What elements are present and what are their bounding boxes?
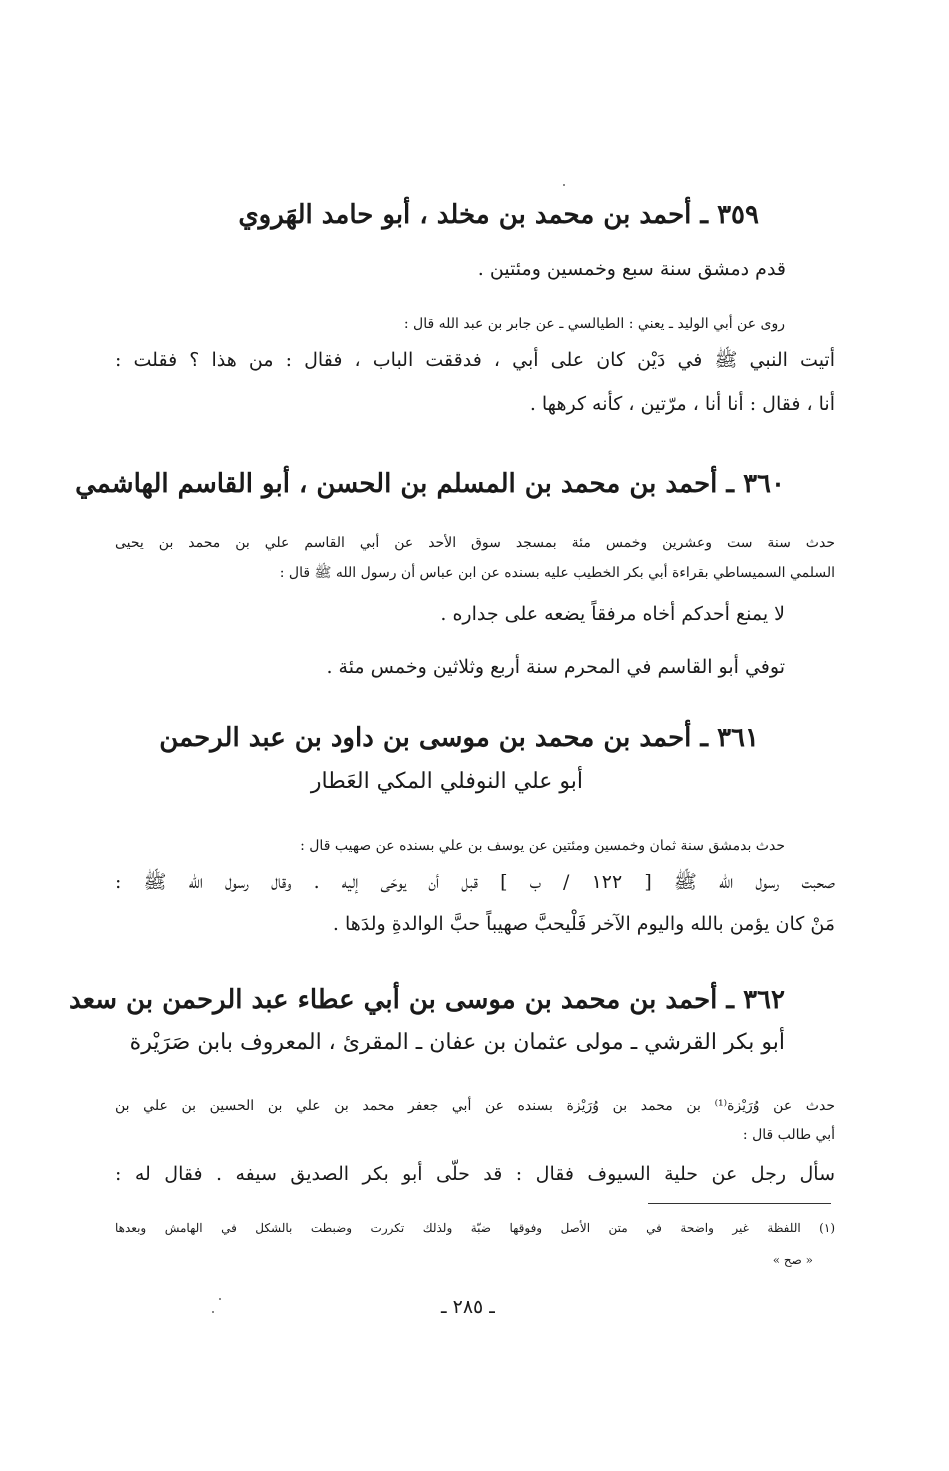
scan-speck <box>563 184 565 186</box>
footnote-line-2: « صح » <box>772 1253 813 1267</box>
entry-359-heading: ٣٥٩ ـ أحمد بن محمد بن مخلد ، أبو حامد الهَروي <box>238 200 759 230</box>
entry-359-line-2: روى عن أبي الوليد ـ يعني : الطيالسي ـ عن جابر بن عبد الله قال : <box>403 316 785 332</box>
scan-speck <box>212 1311 214 1313</box>
entry-361-line-1: حدث بدمشق سنة ثمان وخمسين ومئتين عن يوسف بن علي بسنده عن صهيب قال : <box>300 838 785 854</box>
entry-362-heading: ٣٦٢ ـ أحمد بن محمد بن موسى بن أبي عطاء عبد الرحمن بن سعد <box>69 985 785 1015</box>
entry-361-heading: ٣٦١ ـ أحمد بن محمد بن موسى بن داود بن عبد الرحمن <box>159 723 759 753</box>
scan-speck <box>219 1298 221 1300</box>
entry-361-subheading: أبو علي النوفلي المكي العَطار <box>310 769 583 794</box>
entry-360-line-2: السلمي السميساطي بقراءة أبي بكر الخطيب عليه بسنده عن ابن عباس أن رسول الله ﷺ قال : <box>279 565 835 581</box>
entry-360-line-1: حدث سنة ست وعشرين وخمس مئة بمسجد سوق الأحد عن أبي القاسم علي بن محمد بن يحيى <box>115 535 835 551</box>
entry-360-heading: ٣٦٠ ـ أحمد بن محمد بن المسلم بن الحسن ، أبو القاسم الهاشمي <box>75 469 785 499</box>
entry-360-line-3: لا يمنع أحدكم أخاه مرفقاً يضعه على جداره . <box>440 603 785 625</box>
entry-360-line-4: توفي أبو القاسم في المحرم سنة أربع وثلاثين وخمس مئة . <box>326 656 785 678</box>
entry-362-line-2: أبي طالب قال : <box>742 1127 835 1143</box>
footnote-separator <box>648 1203 831 1204</box>
entry-359-line-3: أتيت النبي ﷺ في دَيْن كان على أبي ، فدققت الباب ، فقال : من هذا ؟ فقلت : <box>115 349 835 371</box>
entry-361-line-2: صحبت رسول الله ﷺ [ ١٢٢ / ب ] قبل أن يوحَى إليه . وقال رسول الله ﷺ : <box>115 871 835 893</box>
entry-361-line-3: مَنْ كان يؤمن بالله واليوم الآخر فَلْيحبَّ صهيباً حبَّ الوالدةِ ولدَها . <box>332 913 835 935</box>
entry-359-line-4: أنا ، فقال : أنا أنا ، مرّتين ، كأنه كرهها . <box>529 393 835 415</box>
entry-362-subheading: أبو بكر القرشي ـ مولى عثمان بن عفان ـ المقرئ ، المعروف بابن صَرَيْرة <box>129 1030 785 1055</box>
entry-362-line-3: سأل رجل عن حلية السيوف فقال : قد حلّى أبو بكر الصديق سيفه . فقال له : <box>115 1163 835 1185</box>
entry-362-line-1: حدث عن وُرَيْزة⁽¹⁾ بن محمد بن وُرَيْزة بسنده عن أبي جعفر محمد بن علي بن الحسين بن علي بن <box>115 1098 835 1114</box>
footnote-line-1: (١) اللفظة غير واضحة في متن الأصل وفوقها ضبّة ولذلك تكررت وضبطت بالشكل في الهامش وبعدها <box>115 1221 835 1235</box>
entry-359-line-1: قدم دمشق سنة سبع وخمسين ومئتين . <box>477 258 786 280</box>
page-number: ـ ٢٨٥ ـ <box>441 1296 495 1318</box>
